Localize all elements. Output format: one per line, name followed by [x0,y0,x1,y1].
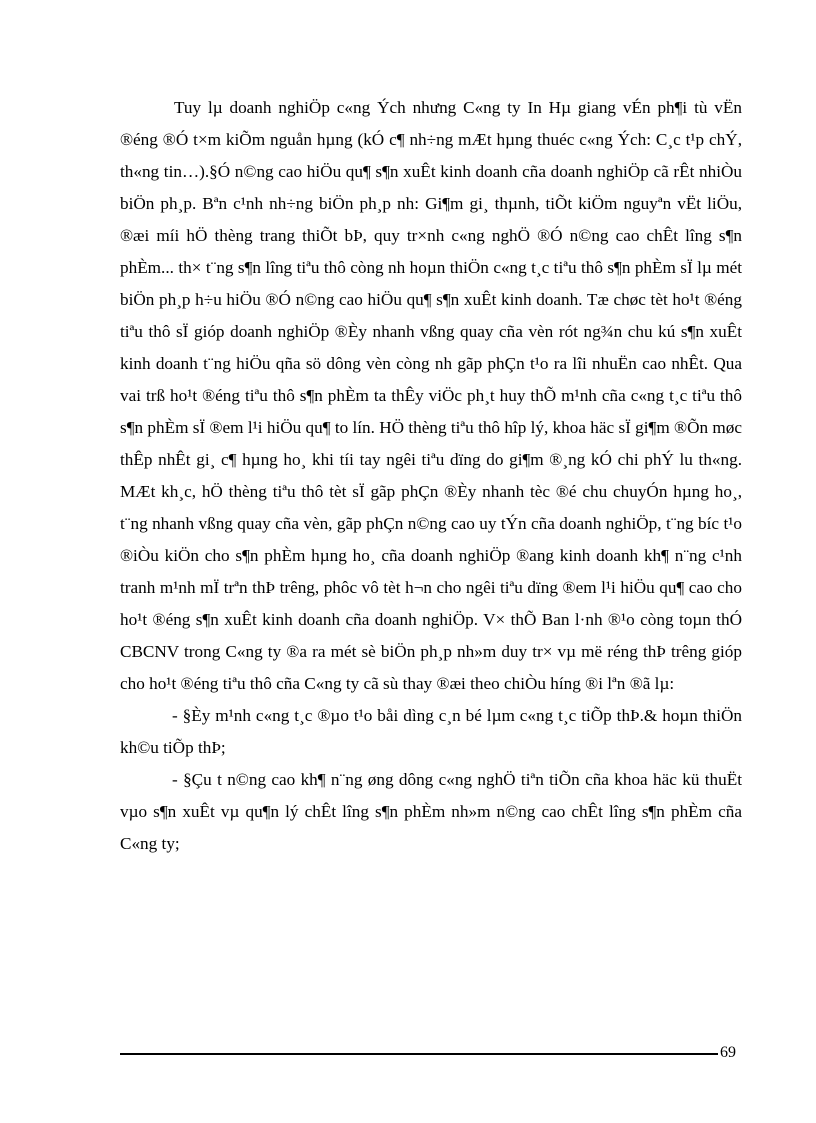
bullet-item-technology: - §Çu t n©ng cao kh¶ n¨ng øng dông c«ng nghÖ tiªn tiÕn cña khoa häc kü thuËt vµo s¶n xuÊt vµ qu¶n lý chÊt lîng s¶n phÈm nh»m n©ng cao chÊt lîng s¶n phÈm cña C«ng ty; [120,770,742,853]
body-text [120,92,742,860]
page-number: 69 [720,1044,736,1061]
footer-rule [120,1053,718,1055]
paragraph-main: Tuy lµ doanh nghiÖp c«ng Ých nhưng C«ng ty In Hµ giang vÉn ph¶i tù vËn ®éng ®Ó t×m kiÕm nguån hµng (kÓ c¶ nh÷ng mÆt hµng thuéc c«ng Ých: C¸c t¹p chÝ, th«ng tin…).§Ó n©ng cao hiÖu qu¶ s¶n xuÊt kinh doanh cña doanh nghiÖp cã rÊt nhiÒu biÖn ph¸p. Bªn c¹nh nh÷ng biÖn ph¸p nh: Gi¶m gi¸ thµnh, tiÕt kiÖm nguyªn vËt liÖu, ®æi míi hÖ thèng trang thiÕt bÞ, quy tr×nh c«ng nghÖ ®Ó n©ng cao chÊt lîng s¶n phÈm... th× t¨ng s¶n lîng tiªu thô còng nh hoµn thiÖn c«ng t¸c tiªu thô s¶n phÈm sÏ lµ mét biÖn ph¸p h÷u hiÖu ®Ó n©ng cao hiÖu qu¶ s¶n xuÊt kinh doanh. Tæ chøc tèt ho¹t ®éng tiªu thô sÏ gióp doanh nghiÖp ®Èy nhanh vßng quay cña vèn rót ng¾n chu kú s¶n xuÊt kinh doanh t¨ng hiÖu qña sö dông vèn còng nh gãp phÇn t¹o ra lîi nhuËn cao nhÊt. Qua vai trß ho¹t ®éng tiªu thô s¶n phÈm ta thÊy viÖc ph¸t huy thÕ m¹nh cña c«ng t¸c tiªu thô s¶n phÈm sÏ ®em l¹i hiÖu qu¶ to lín. HÖ thèng tiªu thô hîp lý, khoa häc sÏ gi¶m ®Õn møc thÊp nhÊt gi¸ c¶ hµng ho¸ khi tíi tay ngêi tiªu dïng do gi¶m ®¸ng kÓ chi phÝ lu th«ng. MÆt kh¸c, hÖ thèng tiªu thô tèt sÏ gãp phÇn ®Èy nhanh tèc ®é chu chuyÓn hµng ho¸, t¨ng nhanh vßng quay cña vèn, gãp phÇn n©ng cao uy tÝn cña doanh nghiÖp, t¨ng bíc t¹o ®iÒu kiÖn cho s¶n phÈm hµng ho¸ cña doanh nghiÖp ®ang kinh doanh kh¶ n¨ng c¹nh tranh m¹nh mÏ trªn thÞ trêng, phôc vô tèt h¬n cho ngêi tiªu dïng ®em l¹i hiÖu qu¶ cao cho ho¹t ®éng s¶n xuÊt kinh doanh cña doanh nghiÖp. V× thÕ Ban l·nh ®¹o còng toµn thÓ CBCNV trong C«ng ty ®a ra mét sè biÖn ph¸p nh»m duy tr× vµ më réng thÞ trêng gióp cho ho¹t ®éng tiªu thô cña C«ng ty cã sù thay ®æi theo chiÒu híng ®i lªn ®ã lµ: [120,98,742,693]
bullet-item-marketing: - §Èy m¹nh c«ng t¸c ®µo t¹o båi dìng c¸n bé lµm c«ng t¸c tiÕp thÞ.& hoµn thiÖn kh©u tiÕp thÞ; [120,706,742,757]
